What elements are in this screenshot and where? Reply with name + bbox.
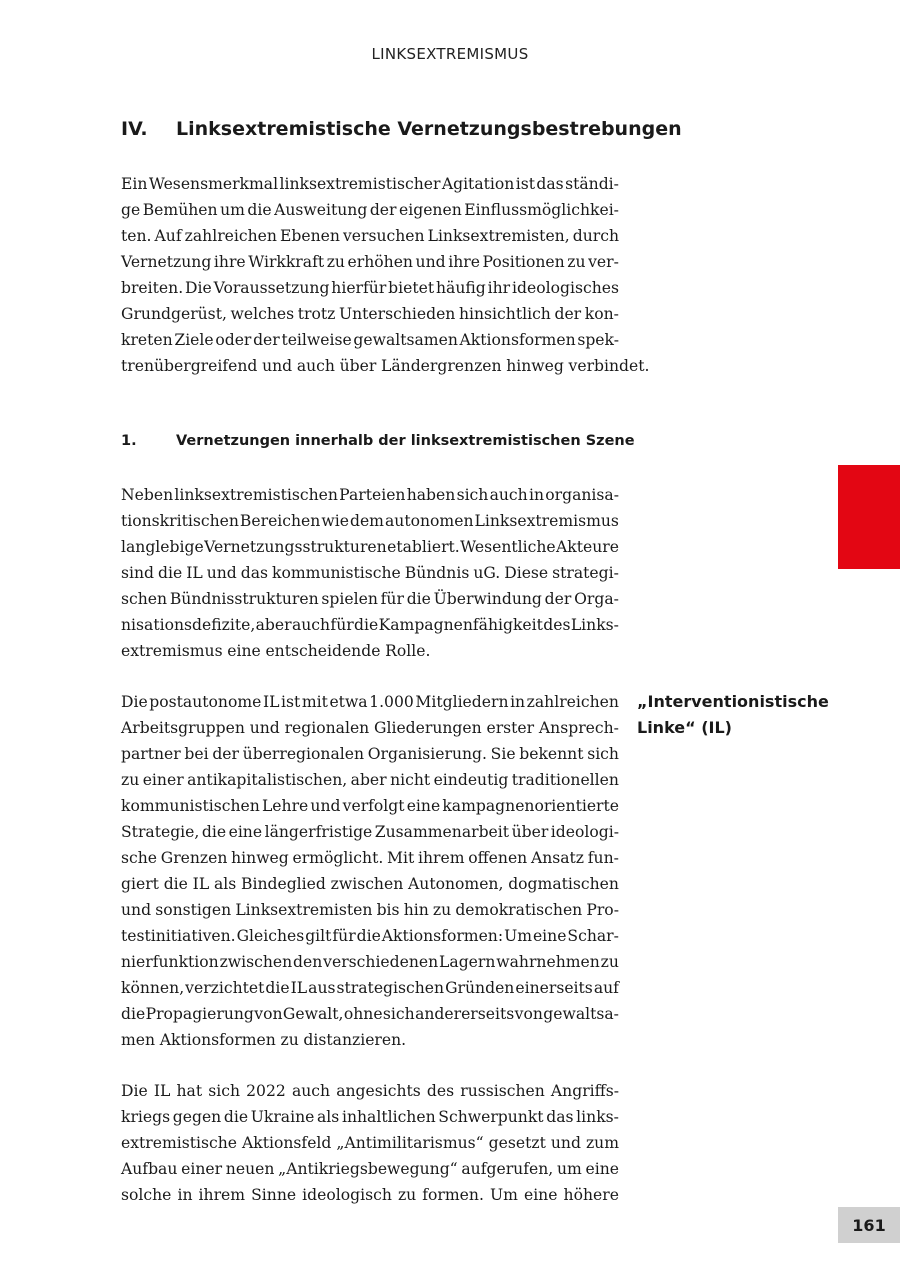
text-line: Vernetzung ihre Wirkkraft zu erhöhen und ihre Positionen zu ver- [121,253,619,271]
text-line: Arbeitsgruppen und regionalen Gliederungen erster Ansprech- [121,719,619,737]
text-line: Die IL hat sich 2022 auch angesichts des russischen Angriffs- [121,1082,619,1100]
page-number: 161 [838,1207,900,1243]
text-line: kommunistischen Lehre und verfolgt eine kampagnenorientierte [121,797,619,815]
text-line: Grundgerüst, welches trotz Unterschieden hinsichtlich der kon- [121,305,619,323]
paragraph [121,689,619,1053]
text-line: trenübergreifend und auch über Ländergrenzen hinweg verbindet. [121,357,650,375]
text-line: schen Bündnisstrukturen spielen für die Überwindung der Orga- [121,590,619,608]
text-line: Die postautonome IL ist mit etwa 1.000 Mitgliedern in zahlreichen [121,693,619,711]
text-line: kriegs gegen die Ukraine als inhaltlichen Schwerpunkt das links- [121,1108,619,1126]
text-line: giert die IL als Bindeglied zwischen Autonomen, dogmatischen [121,875,619,893]
text-line: Ein Wesensmerkmal linksextremistischer Agitation ist das ständi- [121,175,619,193]
text-line: die Propagierung von Gewalt, ohne sich andererseits von gewaltsa- [121,1005,619,1023]
text-line: nisationsdefizite, aber auch für die Kampagnenfähigkeit des Links- [121,616,619,634]
subsection-title: Vernetzungen innerhalb der linksextremistischen Szene [176,433,635,449]
text-line: Neben linksextremistischen Parteien haben sich auch in organisa- [121,486,619,504]
text-line: können, verzichtet die IL aus strategischen Gründen einerseits auf [121,979,619,997]
paragraph [121,482,619,664]
text-line: partner bei der überregionalen Organisierung. Sie bekennt sich [121,745,619,763]
text-line: nierfunktion zwischen den verschiedenen Lagern wahrnehmen zu [121,953,619,971]
text-line: breiten. Die Voraussetzung hierfür bietet häufig ihr ideologisches [121,279,619,297]
text-line: extremismus eine entscheidende Rolle. [121,642,431,660]
running-header: LINKSEXTREMISMUS [371,45,529,63]
text-line: und sonstigen Linksextremisten bis hin zu demokratischen Pro- [121,901,619,919]
text-line: Strategie, die eine längerfristige Zusammenarbeit über ideologi- [121,823,619,841]
text-line: men Aktionsformen zu distanzieren. [121,1031,407,1049]
section-number: IV. [121,118,148,140]
margin-note-line: „Interventionistische [637,692,829,711]
text-line: langlebige Vernetzungsstrukturen etabliert. Wesentliche Akteure [121,538,619,556]
text-line: ten. Auf zahlreichen Ebenen versuchen Linksextremisten, durch [121,227,619,245]
paragraph [121,1078,619,1208]
paragraph [121,171,650,379]
chapter-tab-marker [838,465,900,569]
margin-note [637,689,829,741]
text-line: tionskritischen Bereichen wie dem autonomen Linksextremismus [121,512,619,530]
text-line: extremistische Aktionsfeld „Antimilitarismus“ gesetzt und zum [121,1134,619,1152]
text-line: testinitiativen. Gleiches gilt für die Aktionsformen: Um eine Schar- [121,927,619,945]
text-line: Aufbau einer neuen „Antikriegsbewegung“ aufgerufen, um eine [121,1160,619,1178]
section-title: Linksextremistische Vernetzungsbestrebungen [176,118,682,140]
subsection-heading [121,433,635,449]
text-line: sind die IL und das kommunistische Bündnis uG. Diese strategi- [121,564,619,582]
text-line: ge Bemühen um die Ausweitung der eigenen Einflussmöglichkei- [121,201,619,219]
text-line: sche Grenzen hinweg ermöglicht. Mit ihrem offenen Ansatz fun- [121,849,619,867]
subsection-number: 1. [121,433,137,449]
margin-note-line: Linke“ (IL) [637,718,732,737]
text-line: zu einer antikapitalistischen, aber nicht eindeutig traditionellen [121,771,619,789]
section-heading [121,118,682,140]
text-line: solche in ihrem Sinne ideologisch zu formen. Um eine höhere [121,1186,619,1204]
text-line: kreten Ziele oder der teilweise gewaltsamen Aktionsformen spek- [121,331,619,349]
